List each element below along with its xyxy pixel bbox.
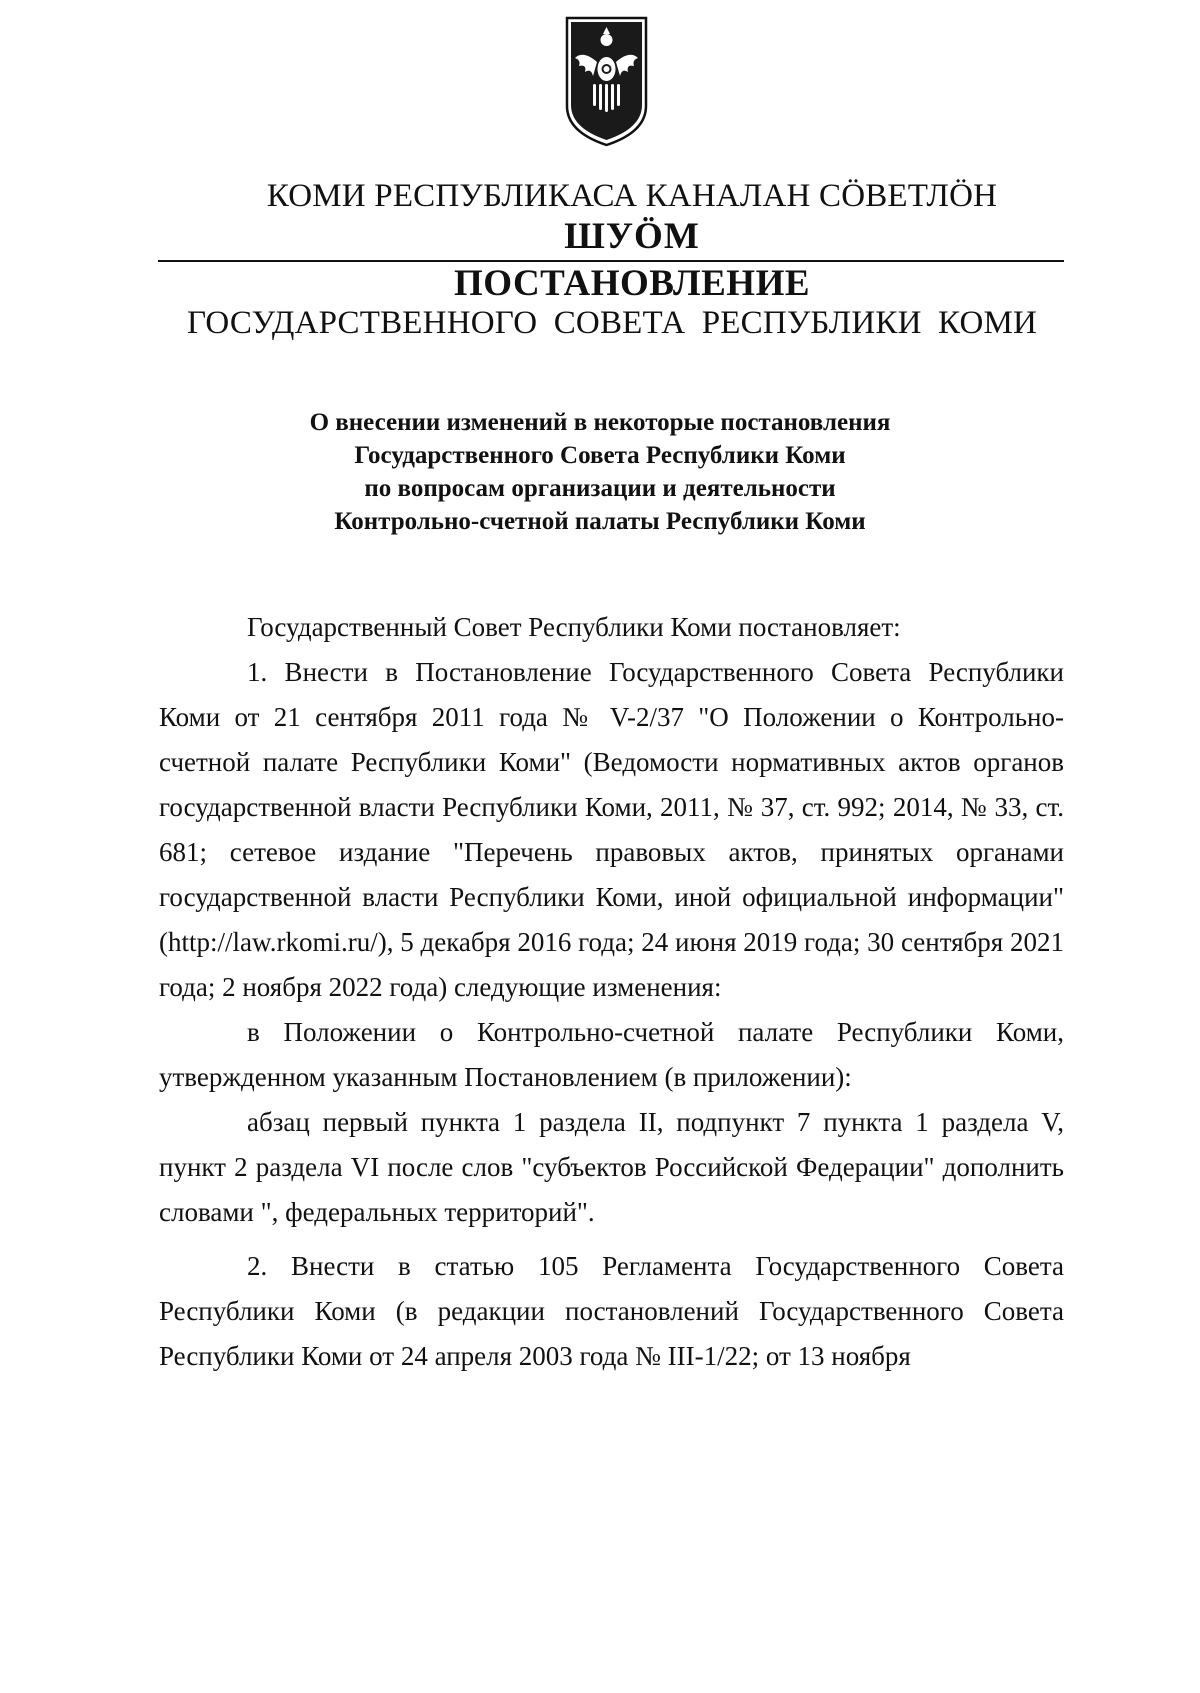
body-paragraph: 1. Внести в Постановление Государственного Совета Республики Коми от 21 сентября 2011 года № V-2/37 "О Положении о Контрольно-счетной палате Республики Коми" (Ведомости нормативных актов органов государственной власти Республики Коми, 2011, № 37, ст. 992; 2014, № 33, ст. 681; сетевое издание "Перечень правовых актов, принятых органами государственной власти Республики Коми, иной официальной информации" (http://law.rkomi.ru/), 5 декабря 2016 года; 24 июня 2019 года; 30 сентября 2021 года; 2 ноября 2022 года) следующие изменения: <box>159 657 1064 1002</box>
shuom-heading: ШУÖМ <box>564 216 700 257</box>
title-line: по вопросам организации и деятельности <box>364 475 836 502</box>
body-paragraph: 2. Внести в статью 105 Регламента Государственного Совета Республики Коми (в редакции постановлений Государственного Совета Республики Коми от 24 апреля 2003 года № III-1/22; от 13 ноября <box>159 1251 1064 1371</box>
body-paragraph: абзац первый пункта 1 раздела II, подпункт 7 пункта 1 раздела V, пункт 2 раздела VI после слов "субъектов Российской Федерации" дополнить словами ", федеральных территорий". <box>159 1107 1064 1227</box>
title-line: Государственного Совета Республики Коми <box>354 442 846 469</box>
komi-council-heading: КОМИ РЕСПУБЛИКАСА КАНАЛАН СÖВЕТЛÖН <box>266 178 998 214</box>
title-line: О внесении изменений в некоторые постановления <box>309 409 891 436</box>
komi-coat-of-arms-icon <box>563 14 650 149</box>
body-paragraph: в Положении о Контрольно-счетной палате Республики Коми, утвержденном указанным Постановлением (в приложении): <box>159 1017 1064 1092</box>
postanovlenie-heading: ПОСТАНОВЛЕНИЕ <box>453 263 811 304</box>
state-council-heading: ГОСУДАРСТВЕННОГО СОВЕТА РЕСПУБЛИКИ КОМИ <box>186 305 1038 341</box>
body-paragraph: Государственный Совет Республики Коми постановляет: <box>247 612 901 642</box>
title-line: Контрольно-счетной палаты Республики Коми <box>334 508 866 535</box>
document-body <box>159 605 1064 1379</box>
document-title <box>0 406 1200 538</box>
